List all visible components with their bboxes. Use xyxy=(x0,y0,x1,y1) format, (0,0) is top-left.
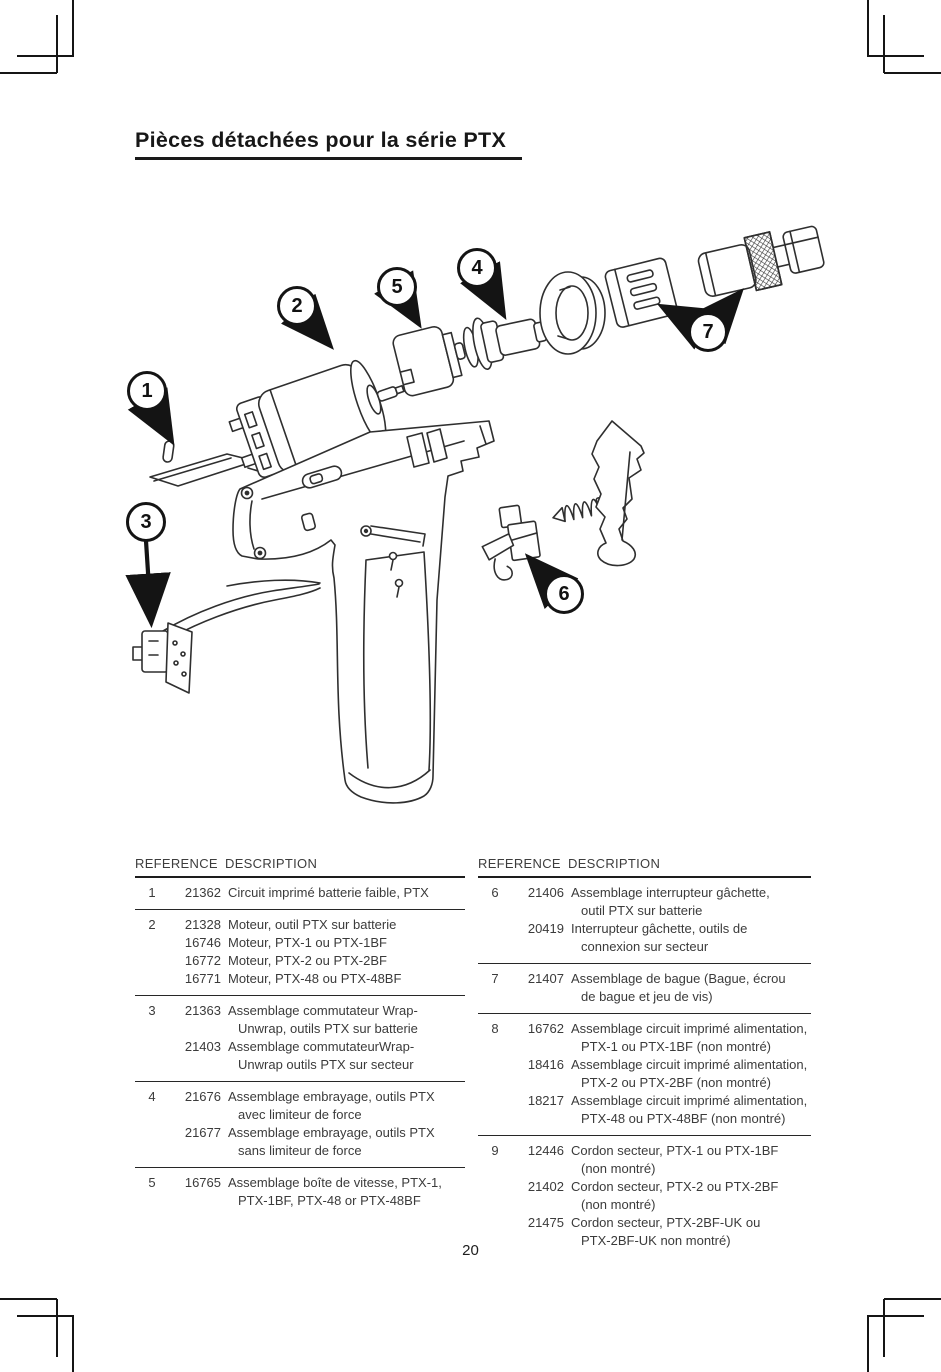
table-row xyxy=(135,1168,465,1217)
description-column-header: DESCRIPTION xyxy=(568,856,661,871)
part-number: 16771 xyxy=(184,971,221,986)
part-number: 21402 xyxy=(527,1179,564,1194)
part-entry xyxy=(512,970,811,1006)
description-line: Assemblage embrayage, outils PTX xyxy=(228,1125,435,1140)
table-row xyxy=(478,1136,811,1257)
page-number: 20 xyxy=(462,1242,479,1259)
switch-part xyxy=(133,623,192,693)
row-reference-number: 8 xyxy=(491,1021,499,1036)
part-entry xyxy=(169,952,465,970)
parts-table-left xyxy=(135,855,465,1217)
part-description xyxy=(228,1124,465,1160)
part-description xyxy=(228,884,465,902)
housing-part xyxy=(233,421,494,803)
part-entry xyxy=(169,1038,465,1074)
description-line: Assemblage circuit imprimé alimentation, xyxy=(571,1021,808,1036)
row-parts xyxy=(512,970,811,1006)
part-number: 12446 xyxy=(527,1143,564,1158)
callout-7: 7 xyxy=(688,312,728,352)
description-line: Cordon secteur, PTX-1 ou PTX-1BF xyxy=(571,1143,779,1158)
description-line: Circuit imprimé batterie faible, PTX xyxy=(228,885,429,900)
part-number: 18416 xyxy=(527,1057,564,1072)
row-parts xyxy=(169,884,465,902)
description-line: PTX-48 ou PTX-48BF (non montré) xyxy=(581,1111,786,1126)
part-description xyxy=(228,952,465,970)
part-number: 21362 xyxy=(184,885,221,900)
part-number: 20419 xyxy=(527,921,564,936)
diagram-lineart xyxy=(133,222,827,803)
row-reference-number: 4 xyxy=(148,1089,156,1104)
description-line: de bague et jeu de vis) xyxy=(581,989,713,1004)
table-row xyxy=(135,878,465,910)
description-line: PTX-2BF-UK non montré) xyxy=(581,1233,731,1248)
part-description xyxy=(228,970,465,988)
part-number: 21676 xyxy=(184,1089,221,1104)
row-parts xyxy=(512,884,811,956)
row-parts xyxy=(512,1020,811,1128)
part-description xyxy=(571,1056,811,1092)
description-line: PTX-1BF, PTX-48 or PTX-48BF xyxy=(238,1193,421,1208)
table-row xyxy=(135,1082,465,1168)
part-entry xyxy=(169,1174,465,1210)
part-description xyxy=(571,1142,811,1178)
part-description xyxy=(571,920,811,956)
description-line: outil PTX sur batterie xyxy=(581,903,703,918)
page-title: Pièces détachées pour la série PTX xyxy=(135,128,522,160)
description-line: Unwrap, outils PTX sur batterie xyxy=(238,1021,418,1036)
description-line: connexion sur secteur xyxy=(581,939,709,954)
callout-6: 6 xyxy=(544,574,584,614)
description-column-header: DESCRIPTION xyxy=(225,856,318,871)
parts-table-right xyxy=(478,855,811,1257)
part-number: 21363 xyxy=(184,1003,221,1018)
description-line: Assemblage boîte de vitesse, PTX-1, xyxy=(228,1175,442,1190)
callout-4: 4 xyxy=(457,248,497,288)
description-line: sans limiteur de force xyxy=(238,1143,362,1158)
part-entry xyxy=(512,1020,811,1056)
part-number: 16765 xyxy=(184,1175,221,1190)
part-description xyxy=(228,916,465,934)
row-reference-number: 7 xyxy=(491,971,499,986)
collar-part xyxy=(604,257,678,328)
adjusting-ring-part xyxy=(540,272,605,354)
part-description xyxy=(228,1174,465,1210)
part-description xyxy=(571,884,811,920)
part-number: 21328 xyxy=(184,917,221,932)
table-row xyxy=(478,964,811,1014)
part-number: 16762 xyxy=(527,1021,564,1036)
row-reference-number: 5 xyxy=(148,1175,156,1190)
description-line: PTX-2 ou PTX-2BF (non montré) xyxy=(581,1075,772,1090)
part-entry xyxy=(169,934,465,952)
nose-assembly-part xyxy=(696,222,827,302)
part-description xyxy=(571,1092,811,1128)
description-line: Assemblage circuit imprimé alimentation, xyxy=(571,1093,808,1108)
part-number: 16746 xyxy=(184,935,221,950)
description-line: Cordon secteur, PTX-2BF-UK ou xyxy=(571,1215,761,1230)
description-line: Assemblage interrupteur gâchette, xyxy=(571,885,770,900)
callout-1: 1 xyxy=(127,371,167,411)
part-entry xyxy=(512,1178,811,1214)
trigger-part xyxy=(477,503,542,582)
table-row xyxy=(135,910,465,996)
part-number: 21406 xyxy=(527,885,564,900)
reference-column-header: REFERENCE xyxy=(478,856,561,871)
description-line: (non montré) xyxy=(581,1161,656,1176)
part-entry xyxy=(169,1124,465,1160)
description-line: PTX-1 ou PTX-1BF (non montré) xyxy=(581,1039,772,1054)
description-line: Unwrap outils PTX sur secteur xyxy=(238,1057,414,1072)
part-entry xyxy=(512,920,811,956)
description-line: Moteur, PTX-2 ou PTX-2BF xyxy=(228,953,387,968)
description-line: (non montré) xyxy=(581,1197,656,1212)
callout-5: 5 xyxy=(377,267,417,307)
description-line: Moteur, PTX-48 ou PTX-48BF xyxy=(228,971,402,986)
gearbox-part xyxy=(392,321,472,397)
part-entry xyxy=(169,970,465,988)
part-description xyxy=(228,1088,465,1124)
description-line: Cordon secteur, PTX-2 ou PTX-2BF xyxy=(571,1179,779,1194)
row-parts xyxy=(169,1088,465,1160)
row-reference-number: 6 xyxy=(491,885,499,900)
part-entry xyxy=(169,1002,465,1038)
part-number: 21403 xyxy=(184,1039,221,1054)
part-number: 21407 xyxy=(527,971,564,986)
clutch-part xyxy=(459,305,550,373)
part-entry xyxy=(169,884,465,902)
row-reference-number: 1 xyxy=(148,885,156,900)
part-entry xyxy=(169,916,465,934)
part-description xyxy=(571,1020,811,1056)
part-description xyxy=(228,1038,465,1074)
part-description xyxy=(571,970,811,1006)
part-entry xyxy=(512,884,811,920)
part-description xyxy=(228,1002,465,1038)
callout-3: 3 xyxy=(126,502,166,542)
part-entry xyxy=(512,1092,811,1128)
description-line: avec limiteur de force xyxy=(238,1107,362,1122)
row-reference-number: 3 xyxy=(148,1003,156,1018)
part-number: 21475 xyxy=(527,1215,564,1230)
description-line: Assemblage commutateurWrap- xyxy=(228,1039,415,1054)
row-parts xyxy=(169,916,465,988)
table-row xyxy=(478,878,811,964)
row-reference-number: 2 xyxy=(148,917,156,932)
description-line: Assemblage de bague (Bague, écrou xyxy=(571,971,786,986)
part-entry xyxy=(512,1142,811,1178)
description-line: Assemblage commutateur Wrap- xyxy=(228,1003,418,1018)
description-line: Assemblage circuit imprimé alimentation, xyxy=(571,1057,808,1072)
part-description xyxy=(228,934,465,952)
table-header xyxy=(135,855,465,878)
table-header xyxy=(478,855,811,878)
part-number: 16772 xyxy=(184,953,221,968)
row-reference-number: 9 xyxy=(491,1143,499,1158)
callout-2: 2 xyxy=(277,286,317,326)
row-parts xyxy=(512,1142,811,1250)
description-line: Moteur, PTX-1 ou PTX-1BF xyxy=(228,935,387,950)
reference-column-header: REFERENCE xyxy=(135,856,218,871)
part-entry xyxy=(512,1056,811,1092)
part-number: 21677 xyxy=(184,1125,221,1140)
part-number: 18217 xyxy=(527,1093,564,1108)
part-entry xyxy=(169,1088,465,1124)
table-row xyxy=(135,996,465,1082)
table-row xyxy=(478,1014,811,1136)
description-line: Assemblage embrayage, outils PTX xyxy=(228,1089,435,1104)
description-line: Interrupteur gâchette, outils de xyxy=(571,921,748,936)
row-parts xyxy=(169,1002,465,1074)
part-description xyxy=(571,1178,811,1214)
housing-half-part xyxy=(592,421,644,566)
row-parts xyxy=(169,1174,465,1210)
description-line: Moteur, outil PTX sur batterie xyxy=(228,917,397,932)
